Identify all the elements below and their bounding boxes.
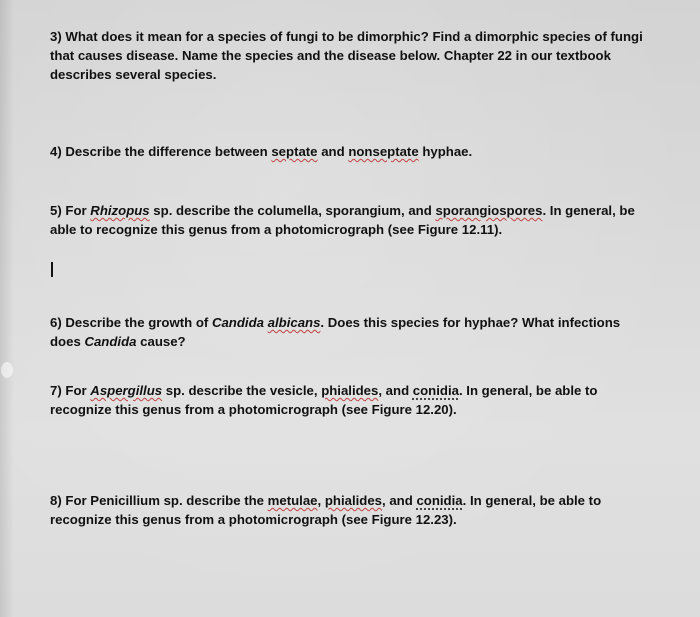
genus-rhizopus: Rhizopus [90,203,150,218]
question-3-line-1: 3) What does it mean for a species of fungi to be dimorphic? Find a dimorphic species of fungi [50,29,643,44]
question-8-line-1 [50,491,601,510]
question-6-text-post: . Does this species for hyphae? What infections [320,315,621,330]
question-8-text-mid1: sp. describe the [159,493,268,508]
genus-candida: Candida [211,315,264,330]
question-4-text-post: hyphae. [418,144,473,159]
term-phialides: phialides [321,383,379,398]
term-sporangiospores: sporangiospores [435,203,543,218]
question-5-text-pre: 5) For [50,203,91,218]
question-4-text-pre: 4) Describe the difference between [50,144,272,159]
question-6-line-2-pre: does [50,334,85,349]
margin-mark [1,362,13,378]
question-6-text-pre: 6) Describe the growth of [50,315,212,330]
question-8 [50,491,601,529]
question-3-line-3: describes several species. [50,67,217,82]
genus-penicillium: Penicillium [90,493,160,508]
question-7-line-1 [50,381,597,400]
question-5-line-1 [50,201,635,220]
question-3-line-2: that causes disease. Name the species and the disease below. Chapter 22 in our textbook [50,48,611,63]
question-5-text-mid: sp. describe the columella, sporangium, and [149,203,436,218]
term-nonseptate: nonseptate [348,144,419,159]
question-6-line-1 [50,313,620,332]
term-septate: septate [271,144,318,159]
question-5-line-2: able to recognize this genus from a photomicrograph (see Figure 12.11). [50,222,503,237]
question-7 [50,381,597,419]
text-cursor [51,262,53,277]
question-4 [50,142,472,161]
term-conidia-2: conidia [416,493,463,508]
genus-aspergillus: Aspergillus [90,383,163,398]
term-phialides-2: phialides [324,493,383,508]
question-8-text-mid3: , and [382,493,417,508]
question-3 [50,27,643,84]
question-8-text-post: . In general, be able to [462,493,602,508]
question-8-text-mid2: , [317,493,325,508]
question-6 [50,313,620,351]
term-conidia: conidia [412,383,459,398]
question-8-text-pre: 8) For [50,493,91,508]
question-4-text-mid: and [317,144,349,159]
question-4-line-1 [50,142,472,161]
question-7-text-post: . In general, be able to [458,383,598,398]
question-8-line-2: recognize this genus from a photomicrograph (see Figure 12.23). [50,512,457,527]
genus-candida-2: Candida [84,334,137,349]
question-7-line-2: recognize this genus from a photomicrograph (see Figure 12.20). [50,402,457,417]
question-6-line-2-post: cause? [136,334,186,349]
page-edge-shadow [0,0,14,617]
species-albicans: albicans [267,315,321,330]
question-7-text-mid1: sp. describe the vesicle, [162,383,322,398]
question-6-line-2 [50,332,620,351]
question-5 [50,201,635,239]
question-7-text-mid2: , and [378,383,413,398]
question-5-text-post: . In general, be [542,203,635,218]
question-7-text-pre: 7) For [50,383,91,398]
term-metulae: metulae [267,493,318,508]
